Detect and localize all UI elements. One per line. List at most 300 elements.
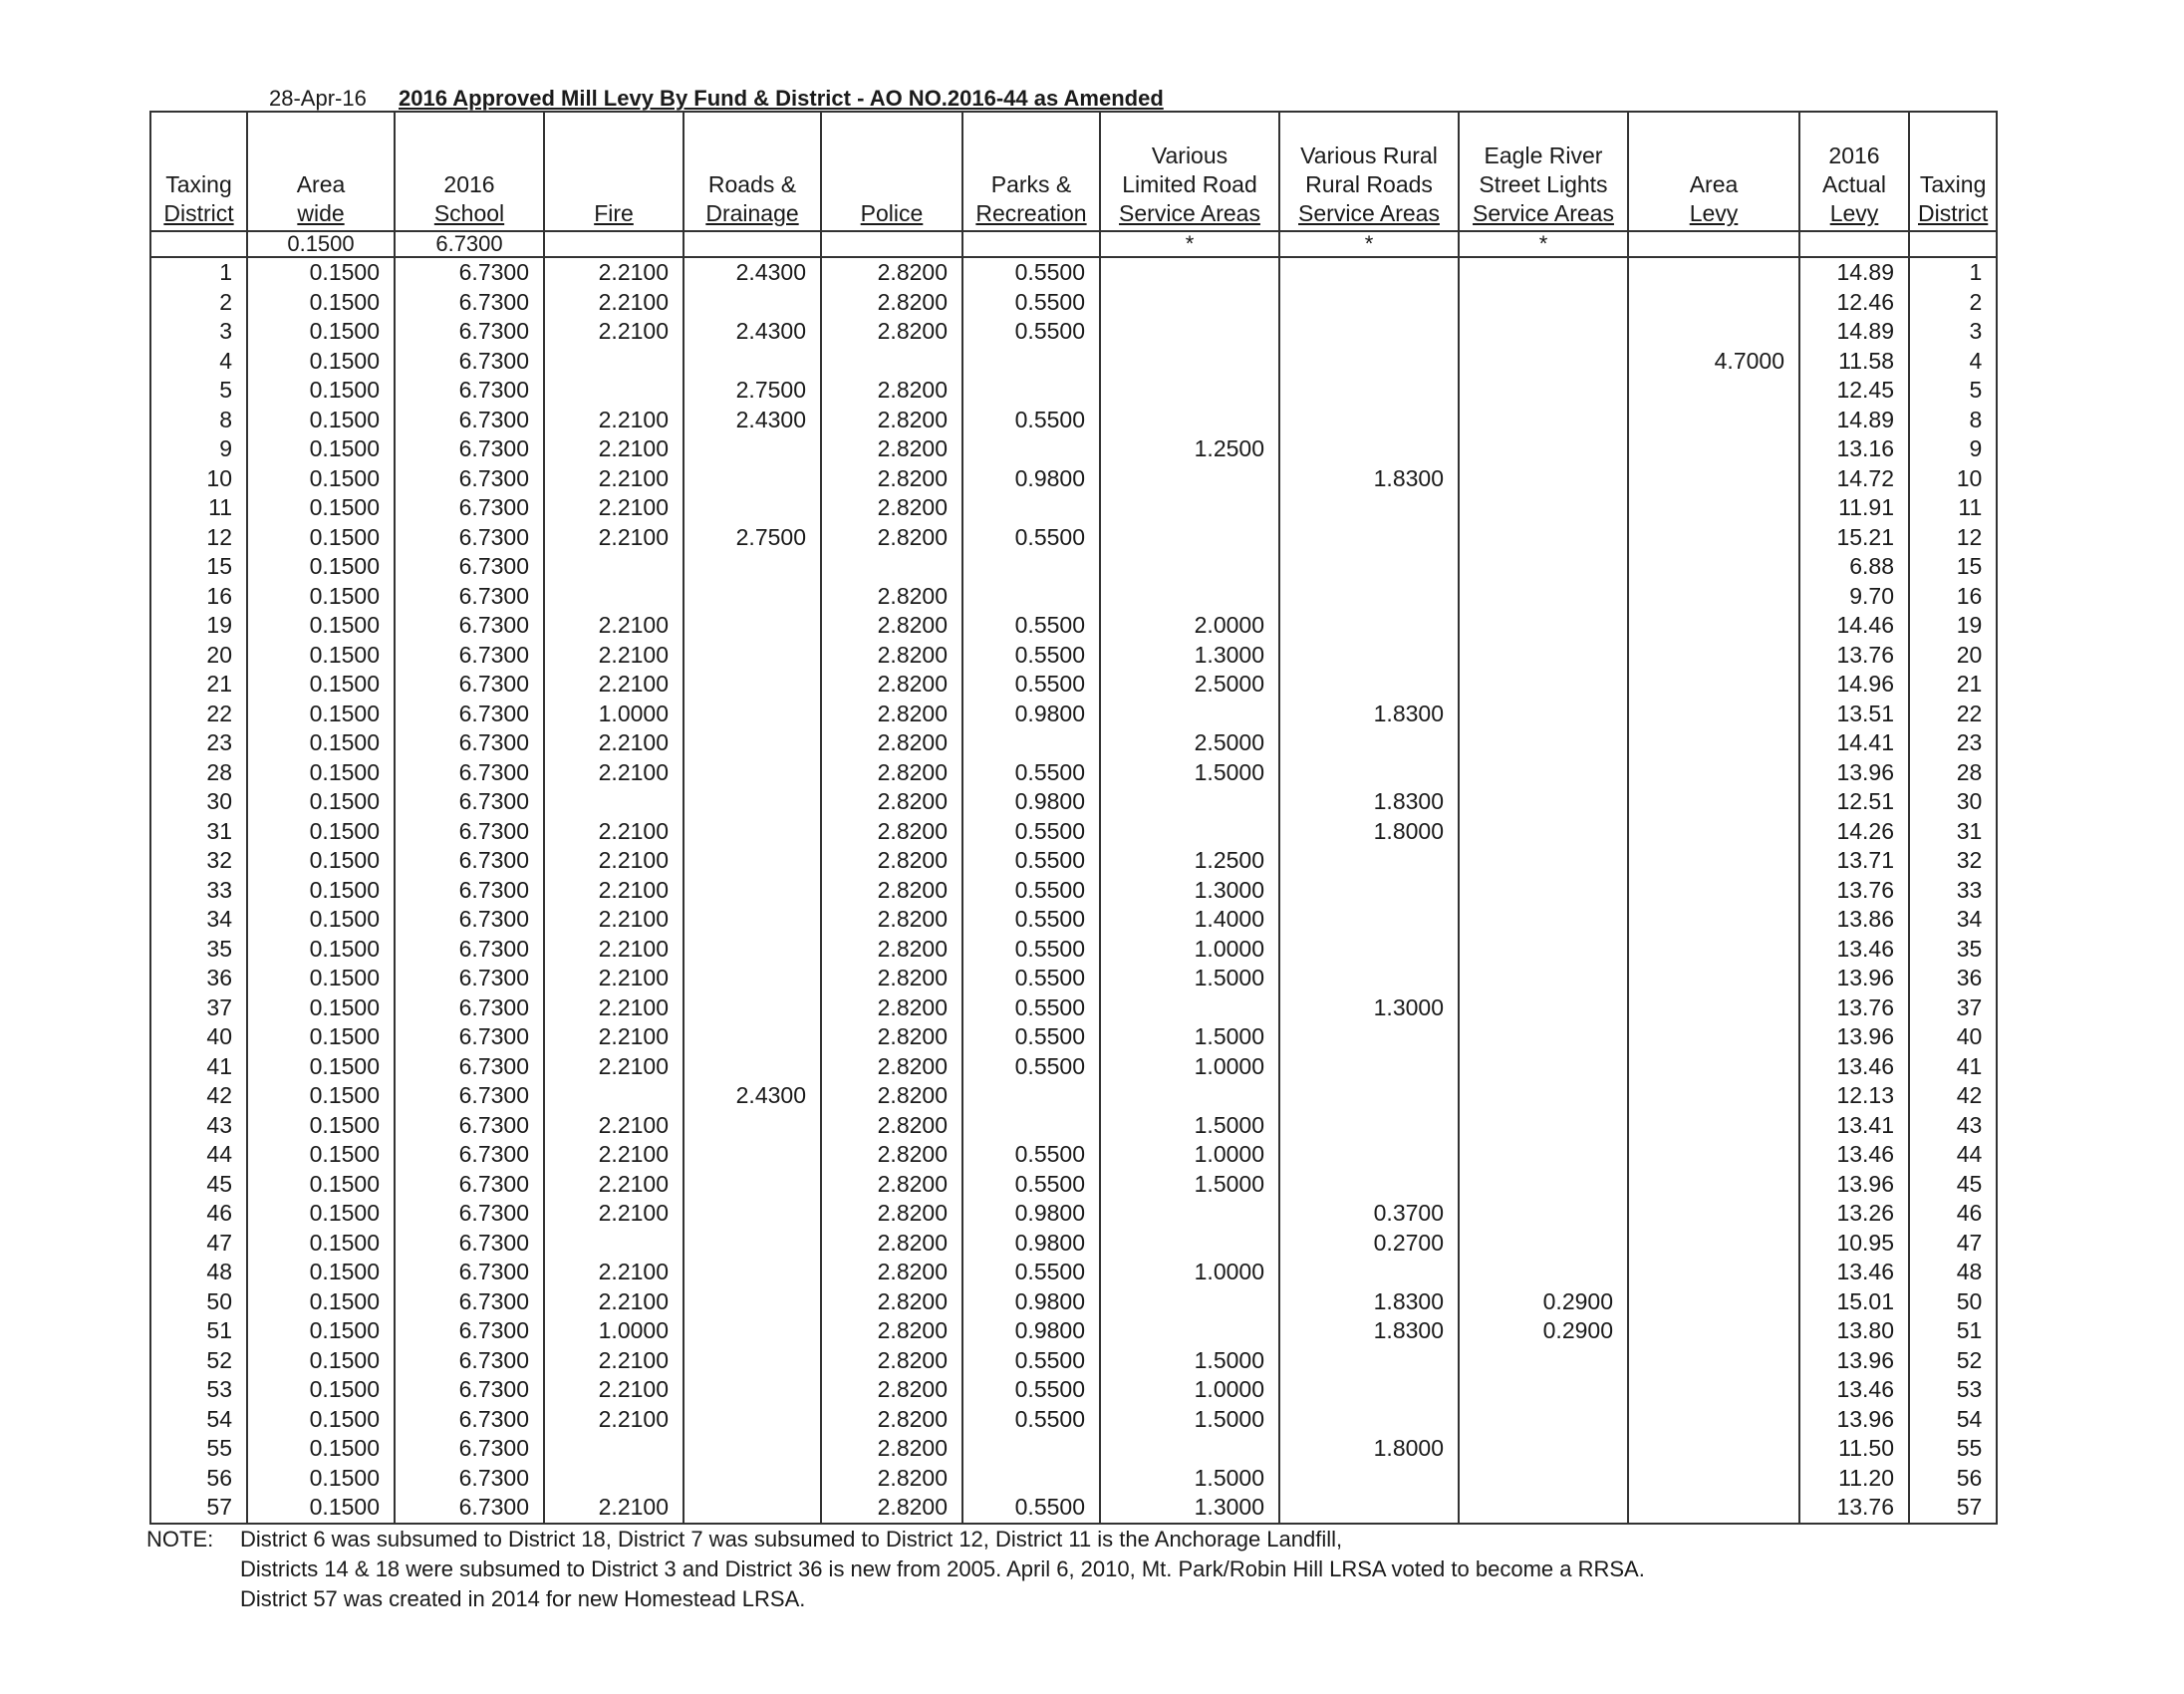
table-cell: 2.8200	[821, 1170, 962, 1200]
table-cell	[1279, 846, 1459, 876]
table-cell: 2.8200	[821, 1316, 962, 1346]
table-cell: 2.8200	[821, 1081, 962, 1111]
document-title: 2016 Approved Mill Levy By Fund & District - AO NO.2016-44 as Amended	[399, 86, 1164, 111]
table-row	[150, 670, 1997, 700]
table-cell: 41	[150, 1052, 247, 1082]
table-cell: 30	[150, 787, 247, 817]
table-cell: 1.0000	[544, 700, 683, 729]
table-cell: 0.1500	[247, 935, 395, 965]
column-header-line: District	[1918, 200, 1989, 226]
table-cell: 4	[1909, 347, 1997, 377]
table-row	[150, 1111, 1997, 1141]
table-cell: 2.8200	[821, 1287, 962, 1317]
table-cell	[683, 787, 821, 817]
table-cell: 2.2100	[544, 846, 683, 876]
table-cell	[1279, 288, 1459, 318]
table-cell	[1100, 257, 1279, 288]
table-cell: 0.5500	[962, 1346, 1100, 1376]
table-cell: 1.0000	[1100, 1052, 1279, 1082]
table-cell: 42	[1909, 1081, 1997, 1111]
table-cell: 0.1500	[247, 787, 395, 817]
table-cell	[1279, 1258, 1459, 1287]
table-cell	[1100, 1229, 1279, 1259]
table-cell: 2.8200	[821, 1493, 962, 1524]
table-cell	[1279, 1346, 1459, 1376]
table-cell: 11.50	[1799, 1434, 1909, 1464]
table-cell: 2.8200	[821, 1229, 962, 1259]
table-cell: 33	[150, 876, 247, 906]
column-header-line: Area	[296, 171, 346, 197]
table-cell	[683, 670, 821, 700]
table-cell	[1628, 493, 1799, 523]
table-cell: 0.1500	[247, 758, 395, 788]
table-cell: 0.1500	[247, 1493, 395, 1524]
table-cell: 13.96	[1799, 964, 1909, 993]
table-cell	[1628, 935, 1799, 965]
table-cell: 16	[1909, 582, 1997, 612]
table-cell: 0.5500	[962, 1493, 1100, 1524]
table-cell: 53	[1909, 1375, 1997, 1405]
table-cell: 1.5000	[1100, 964, 1279, 993]
table-cell: 20	[150, 641, 247, 671]
table-cell	[1459, 1052, 1628, 1082]
table-cell	[1459, 876, 1628, 906]
table-cell	[1459, 1375, 1628, 1405]
table-cell: 2.4300	[683, 317, 821, 347]
table-cell: 0.5500	[962, 670, 1100, 700]
table-cell: 31	[150, 817, 247, 847]
table-cell	[962, 582, 1100, 612]
table-cell: 23	[150, 728, 247, 758]
table-cell: 2.2100	[544, 523, 683, 553]
table-cell	[1459, 1464, 1628, 1494]
table-cell: 13.86	[1799, 905, 1909, 935]
table-cell: 13.96	[1799, 1346, 1909, 1376]
table-cell	[683, 1316, 821, 1346]
table-cell: 0.5500	[962, 846, 1100, 876]
table-cell: 2.8200	[821, 1375, 962, 1405]
table-cell	[962, 347, 1100, 377]
table-cell: 0.1500	[247, 1022, 395, 1052]
table-cell: 2.2100	[544, 317, 683, 347]
table-cell: 6.7300	[395, 758, 544, 788]
table-cell: 48	[150, 1258, 247, 1287]
table-cell: 2.8200	[821, 993, 962, 1023]
table-cell	[1100, 552, 1279, 582]
table-cell	[1100, 493, 1279, 523]
table-cell: 1.0000	[1100, 935, 1279, 965]
table-cell	[1279, 347, 1459, 377]
table-cell	[1100, 1081, 1279, 1111]
table-cell: 6.7300	[395, 582, 544, 612]
table-cell: 6.7300	[395, 376, 544, 406]
table-row	[150, 1493, 1997, 1524]
table-cell: 32	[1909, 846, 1997, 876]
table-cell	[1628, 317, 1799, 347]
table-cell: 2.7500	[683, 376, 821, 406]
table-cell: 23	[1909, 728, 1997, 758]
table-cell: 2.8200	[821, 257, 962, 288]
table-cell: 15	[150, 552, 247, 582]
table-cell	[1100, 1316, 1279, 1346]
table-cell: 6.7300	[395, 846, 544, 876]
table-cell: 13.80	[1799, 1316, 1909, 1346]
table-cell: 3	[150, 317, 247, 347]
table-cell: 0.1500	[247, 1140, 395, 1170]
table-cell	[544, 347, 683, 377]
table-cell	[683, 993, 821, 1023]
table-cell: 2.2100	[544, 1287, 683, 1317]
table-cell: 37	[1909, 993, 1997, 1023]
table-cell: 0.1500	[247, 406, 395, 435]
table-cell: 10	[1909, 464, 1997, 494]
table-cell: 13.51	[1799, 700, 1909, 729]
table-cell: 0.1500	[247, 1405, 395, 1435]
table-cell: 0.1500	[247, 1170, 395, 1200]
table-cell	[1459, 1346, 1628, 1376]
table-cell	[1459, 1405, 1628, 1435]
table-cell: 0.1500	[247, 1052, 395, 1082]
table-cell: 21	[1909, 670, 1997, 700]
table-cell: 6.7300	[395, 670, 544, 700]
table-cell	[1279, 582, 1459, 612]
column-header-line: Service Areas	[1119, 200, 1260, 226]
table-cell	[1100, 523, 1279, 553]
table-header	[150, 112, 1997, 257]
table-cell: 1.5000	[1100, 1405, 1279, 1435]
table-cell: 0.5500	[962, 1170, 1100, 1200]
column-header-line: Roads &	[707, 171, 797, 197]
table-cell: 13.16	[1799, 434, 1909, 464]
table-cell: 57	[1909, 1493, 1997, 1524]
table-cell: 2.8200	[821, 758, 962, 788]
table-cell	[683, 1199, 821, 1229]
table-cell: 2.2100	[544, 406, 683, 435]
table-cell: 11.91	[1799, 493, 1909, 523]
table-cell: 13.26	[1799, 1199, 1909, 1229]
table-cell: 6.7300	[395, 817, 544, 847]
table-cell: 2	[150, 288, 247, 318]
table-cell: 0.1500	[247, 582, 395, 612]
column-header-line	[404, 141, 535, 170]
table-cell	[821, 347, 962, 377]
table-cell: 6.7300	[395, 406, 544, 435]
column-header-line: 2016	[443, 171, 495, 197]
table-cell: 12.51	[1799, 787, 1909, 817]
base-rate-cell	[683, 231, 821, 257]
table-cell: 2.8200	[821, 817, 962, 847]
table-cell	[1279, 493, 1459, 523]
table-row	[150, 935, 1997, 965]
table-cell: 14.26	[1799, 817, 1909, 847]
table-cell	[1279, 728, 1459, 758]
column-header-line: Street Lights	[1479, 171, 1608, 197]
table-cell: 13.76	[1799, 876, 1909, 906]
table-cell: 6.88	[1799, 552, 1909, 582]
table-cell	[1628, 1434, 1799, 1464]
table-cell: 0.1500	[247, 552, 395, 582]
table-cell: 0.5500	[962, 817, 1100, 847]
table-row	[150, 728, 1997, 758]
table-cell	[1459, 641, 1628, 671]
table-row	[150, 1434, 1997, 1464]
table-cell	[1628, 1258, 1799, 1287]
table-cell: 14.96	[1799, 670, 1909, 700]
table-cell	[1100, 700, 1279, 729]
table-cell: 28	[150, 758, 247, 788]
table-cell: 41	[1909, 1052, 1997, 1082]
table-cell: 50	[1909, 1287, 1997, 1317]
table-cell: 2.8200	[821, 1022, 962, 1052]
table-cell: 15	[1909, 552, 1997, 582]
table-cell	[1279, 641, 1459, 671]
table-cell	[1459, 347, 1628, 377]
column-header-line: Levy	[1689, 200, 1739, 226]
table-cell: 2.8200	[821, 464, 962, 494]
table-cell: 52	[150, 1346, 247, 1376]
base-rate-cell: *	[1459, 231, 1628, 257]
table-cell	[962, 1434, 1100, 1464]
table-cell: 2.2100	[544, 1170, 683, 1200]
table-cell	[1628, 758, 1799, 788]
table-cell	[683, 1022, 821, 1052]
base-rate-cell: 6.7300	[395, 231, 544, 257]
table-cell: 1.5000	[1100, 1464, 1279, 1494]
table-cell: 6.7300	[395, 1170, 544, 1200]
table-cell: 0.1500	[247, 728, 395, 758]
footnote	[146, 1525, 1645, 1614]
table-cell: 2.8200	[821, 376, 962, 406]
table-cell: 0.5500	[962, 1022, 1100, 1052]
table-cell: 2.2100	[544, 758, 683, 788]
table-cell: 2.8200	[821, 582, 962, 612]
table-cell: 1.3000	[1100, 641, 1279, 671]
table-cell	[1279, 1405, 1459, 1435]
table-row	[150, 905, 1997, 935]
table-cell: 6.7300	[395, 1140, 544, 1170]
column-header-line: Service Areas	[1473, 200, 1614, 226]
column-header	[1459, 112, 1628, 231]
table-cell	[1628, 1170, 1799, 1200]
table-cell: 2.8200	[821, 611, 962, 641]
column-header-line: Taxing	[1919, 171, 1987, 197]
table-cell: 2.8200	[821, 670, 962, 700]
note-line: District 57 was created in 2014 for new Homestead LRSA.	[240, 1586, 806, 1611]
table-cell: 21	[150, 670, 247, 700]
table-cell: 0.1500	[247, 1346, 395, 1376]
table-cell: 12.45	[1799, 376, 1909, 406]
table-cell	[1628, 1140, 1799, 1170]
table-cell	[683, 288, 821, 318]
table-cell: 0.5500	[962, 317, 1100, 347]
table-cell	[1279, 876, 1459, 906]
table-cell	[1628, 582, 1799, 612]
table-cell: 19	[150, 611, 247, 641]
column-header-line	[1637, 141, 1790, 170]
table-cell	[683, 728, 821, 758]
table-cell: 10.95	[1799, 1229, 1909, 1259]
table-cell	[1459, 376, 1628, 406]
table-cell	[683, 1464, 821, 1494]
table-cell: 1.8000	[1279, 817, 1459, 847]
table-cell	[1100, 406, 1279, 435]
table-row	[150, 1258, 1997, 1287]
table-cell: 2.8200	[821, 1346, 962, 1376]
table-cell: 2.5000	[1100, 728, 1279, 758]
table-cell	[683, 935, 821, 965]
table-cell: 6.7300	[395, 935, 544, 965]
table-cell: 14.89	[1799, 257, 1909, 288]
table-cell: 53	[150, 1375, 247, 1405]
table-row	[150, 1140, 1997, 1170]
table-cell: 1.8300	[1279, 1287, 1459, 1317]
table-cell: 2.8200	[821, 905, 962, 935]
column-header	[150, 112, 247, 231]
table-cell: 0.5500	[962, 905, 1100, 935]
table-cell: 6.7300	[395, 434, 544, 464]
base-rate-cell	[150, 231, 247, 257]
table-row	[150, 317, 1997, 347]
table-cell: 0.1500	[247, 1316, 395, 1346]
table-cell	[683, 493, 821, 523]
table-cell: 0.1500	[247, 1081, 395, 1111]
table-cell: 0.5500	[962, 1140, 1100, 1170]
table-cell: 2.2100	[544, 1199, 683, 1229]
table-cell	[1459, 464, 1628, 494]
table-cell	[1459, 317, 1628, 347]
table-cell	[1459, 288, 1628, 318]
table-cell: 1.5000	[1100, 1022, 1279, 1052]
table-row	[150, 376, 1997, 406]
column-header	[1799, 112, 1909, 231]
table-cell: 0.1500	[247, 257, 395, 288]
table-cell: 6.7300	[395, 1375, 544, 1405]
column-header	[1909, 112, 1997, 231]
table-cell: 1.0000	[1100, 1375, 1279, 1405]
table-row	[150, 1081, 1997, 1111]
table-row	[150, 582, 1997, 612]
column-header-line	[553, 170, 675, 199]
table-cell: 40	[150, 1022, 247, 1052]
table-cell	[1628, 464, 1799, 494]
column-header-row	[150, 112, 1997, 231]
table-cell	[1628, 846, 1799, 876]
table-cell	[1279, 758, 1459, 788]
table-cell: 0.1500	[247, 700, 395, 729]
table-cell: 9.70	[1799, 582, 1909, 612]
table-cell: 54	[150, 1405, 247, 1435]
table-cell: 57	[150, 1493, 247, 1524]
table-cell: 0.1500	[247, 1287, 395, 1317]
table-cell: 40	[1909, 1022, 1997, 1052]
table-cell: 30	[1909, 787, 1997, 817]
table-cell: 36	[150, 964, 247, 993]
table-cell	[683, 464, 821, 494]
table-cell	[1100, 347, 1279, 377]
table-row	[150, 1199, 1997, 1229]
base-rate-cell	[1628, 231, 1799, 257]
table-cell: 2.8200	[821, 876, 962, 906]
note-line: District 6 was subsumed to District 18, District 7 was subsumed to District 12, District 11 is the Anchorage Landfill,	[240, 1527, 1343, 1552]
table-cell	[683, 641, 821, 671]
table-cell: 6.7300	[395, 523, 544, 553]
column-header-line: Service Areas	[1298, 200, 1440, 226]
table-cell: 13.76	[1799, 993, 1909, 1023]
table-cell	[1628, 611, 1799, 641]
table-cell: 48	[1909, 1258, 1997, 1287]
table-cell: 0.1500	[247, 1434, 395, 1464]
table-row	[150, 1229, 1997, 1259]
table-cell	[1279, 1375, 1459, 1405]
table-row	[150, 964, 1997, 993]
table-row	[150, 993, 1997, 1023]
table-cell	[1279, 1140, 1459, 1170]
table-cell: 13.71	[1799, 846, 1909, 876]
table-cell: 45	[150, 1170, 247, 1200]
table-cell: 6.7300	[395, 317, 544, 347]
column-header-line: Recreation	[975, 200, 1087, 226]
table-cell: 13.46	[1799, 935, 1909, 965]
table-cell: 3	[1909, 317, 1997, 347]
note-label: NOTE:	[146, 1527, 214, 1552]
table-cell: 2.8200	[821, 935, 962, 965]
table-cell: 2.8200	[821, 1405, 962, 1435]
table-cell: 2.2100	[544, 876, 683, 906]
table-row	[150, 523, 1997, 553]
table-row	[150, 817, 1997, 847]
table-cell	[683, 1111, 821, 1141]
table-cell: 0.1500	[247, 611, 395, 641]
table-cell: 2.2100	[544, 611, 683, 641]
table-cell: 0.2900	[1459, 1316, 1628, 1346]
table-cell: 2.2100	[544, 993, 683, 1023]
table-cell: 2.2100	[544, 1111, 683, 1141]
table-cell	[962, 1464, 1100, 1494]
table-cell	[1628, 876, 1799, 906]
table-cell: 0.5500	[962, 406, 1100, 435]
table-cell: 2.2100	[544, 1052, 683, 1082]
table-cell: 6.7300	[395, 1346, 544, 1376]
table-cell	[683, 876, 821, 906]
table-cell	[962, 493, 1100, 523]
table-cell: 5	[1909, 376, 1997, 406]
column-header-line: 2016	[1828, 142, 1880, 168]
table-row	[150, 464, 1997, 494]
table-cell: 55	[150, 1434, 247, 1464]
base-rate-cell	[821, 231, 962, 257]
table-cell: 0.5500	[962, 1405, 1100, 1435]
table-cell	[1100, 993, 1279, 1023]
table-cell: 2.8200	[821, 641, 962, 671]
table-cell: 19	[1909, 611, 1997, 641]
table-cell	[1459, 1081, 1628, 1111]
base-rate-row	[150, 231, 1997, 257]
table-cell: 0.5500	[962, 257, 1100, 288]
table-cell: 6.7300	[395, 552, 544, 582]
table-cell: 2.8200	[821, 1140, 962, 1170]
column-header-line: Actual	[1822, 171, 1886, 197]
table-cell: 35	[1909, 935, 1997, 965]
table-row	[150, 1464, 1997, 1494]
column-header	[683, 112, 821, 231]
column-header-line: District	[163, 200, 234, 226]
table-cell: 2.4300	[683, 257, 821, 288]
table-row	[150, 1375, 1997, 1405]
table-cell	[1628, 257, 1799, 288]
table-cell: 44	[150, 1140, 247, 1170]
table-cell: 2.7500	[683, 523, 821, 553]
column-header-line: Taxing	[165, 171, 232, 197]
